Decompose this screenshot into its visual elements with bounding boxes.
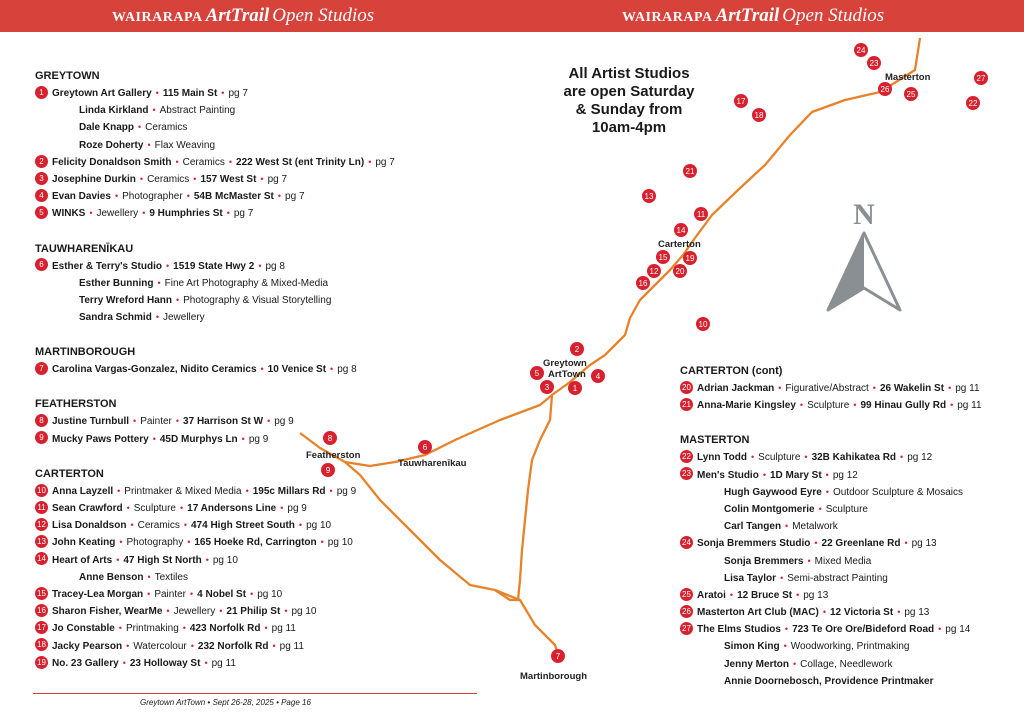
entry-page: pg 10 — [306, 520, 332, 532]
entry-address: 165 Hoeke Rd, Carrington — [194, 537, 317, 549]
sub-entry: Hugh Gaywood Eyre • Outdoor Sculpture & Mosaics — [724, 486, 964, 498]
entry-page: pg 7 — [375, 156, 395, 168]
entry-name: Adrian Jackman — [697, 383, 775, 394]
entry-number-badge: 9 — [35, 431, 48, 444]
entry-name: Sharon Fisher, WearMe — [52, 606, 163, 618]
artist-medium: Photography & Visual Storytelling — [183, 294, 332, 306]
entry-number-badge: 21 — [680, 398, 693, 411]
entry-number-badge: 19 — [35, 656, 48, 669]
opening-hours-notice — [548, 65, 710, 137]
entry-name: Mucky Paws Pottery — [52, 433, 149, 445]
marker-label: 10 — [698, 320, 708, 329]
entry-address: 1D Mary St — [769, 469, 822, 481]
entry-page: pg 11 — [957, 400, 982, 412]
artist-medium: Fine Art Photography & Mixed-Media — [164, 277, 329, 289]
entry-page: pg 10 — [212, 554, 238, 566]
entry-number-badge: 23 — [680, 467, 693, 480]
map-marker-12 — [647, 264, 661, 278]
entry-number-badge: 5 — [35, 206, 48, 219]
entry-number-badge: 2 — [35, 155, 48, 168]
map-marker-21 — [683, 164, 697, 178]
entry-medium: Printmaking — [125, 623, 179, 635]
entry-page: pg 9 — [248, 433, 269, 445]
entry-address: 23 Holloway St — [129, 657, 201, 669]
entry-name: The Elms Studios — [697, 624, 781, 636]
sub-entry: Jenny Merton • Collage, Needlework — [724, 658, 893, 670]
entry-medium: Jewellery — [173, 606, 216, 618]
entry-medium: Printmaker & Mixed Media — [124, 485, 242, 497]
entry-number-badge: 17 — [35, 621, 48, 634]
entry: 15 Tracey-Lea Morgan • Painter • 4 Nobel St • pg 10 — [35, 586, 475, 603]
entry-page: pg 12 — [832, 469, 858, 481]
artist-name: Linda Kirkland — [79, 105, 149, 117]
entry-medium: Photography — [126, 537, 184, 549]
town-label-tauwharenikau: Tauwharenīkau — [398, 458, 467, 469]
map-marker-2 — [570, 342, 584, 356]
marker-label: 15 — [658, 253, 668, 262]
marker-label: 24 — [856, 46, 866, 55]
entry-name: Felicity Donaldson Smith — [52, 156, 172, 168]
artist-medium: Textiles — [154, 571, 188, 583]
marker-label: 25 — [906, 90, 916, 99]
marker-label: 23 — [869, 59, 879, 68]
notice-line: & Sunday from — [575, 101, 683, 118]
entry: 6 Esther & Terry's Studio • 1519 State Hwy 2 • pg 8 — [35, 258, 475, 275]
marker-label: 12 — [649, 267, 659, 276]
entry-number-badge: 1 — [35, 86, 48, 99]
artist-name: Hugh Gaywood Eyre — [724, 486, 822, 498]
entry-name: Men's Studio — [697, 469, 759, 481]
marker-label: 16 — [638, 279, 648, 288]
sub-entry: Colin Montgomerie • Sculpture — [724, 503, 868, 515]
artist-name: Jenny Merton — [724, 658, 790, 670]
entry: 17 Jo Constable • Printmaking • 423 Norfolk Rd • pg 11 — [35, 620, 475, 637]
entry-number-badge: 4 — [35, 189, 48, 202]
map-marker-10 — [696, 317, 710, 331]
map-marker-17 — [734, 94, 748, 108]
compass-letter: N — [853, 198, 875, 231]
marker-label: 27 — [976, 74, 986, 83]
page-footer: Greytown ArtTown • Sept 26-28, 2025 • Page 16 — [140, 698, 311, 707]
entry-number-badge: 16 — [35, 604, 48, 617]
entry-name: Greytown Art Gallery — [52, 88, 152, 99]
entry-page: pg 10 — [291, 606, 317, 618]
entry: 3 Josephine Durkin • Ceramics • 157 West St • pg 7 — [35, 171, 475, 188]
town-label-greytown: Greytown — [543, 358, 587, 369]
map-marker-26 — [878, 82, 892, 96]
entry-address: 4 Nobel St — [197, 588, 247, 600]
artist-name: Carl Tangen — [724, 521, 782, 533]
entry-medium: Photographer — [122, 191, 183, 203]
entry: 21 Anna-Marie Kingsley • Sculpture • 99 Hinau Gully Rd • pg 11 — [680, 397, 1015, 414]
header-region: WAIRARAPA — [112, 10, 203, 25]
entry-name: Sonja Bremmers Studio — [697, 538, 811, 550]
entry: 2 Felicity Donaldson Smith • Ceramics • 222 West St (ent Trinity Ln) • pg 7 — [35, 154, 475, 171]
entry-name: Justine Turnbull — [52, 416, 130, 428]
region-heading-carterton: CARTERTON — [35, 467, 104, 480]
map-marker-4 — [591, 369, 605, 383]
entry-name: Sean Crawford — [52, 503, 123, 514]
entry-page: pg 13 — [904, 607, 930, 619]
marker-label: 8 — [327, 434, 333, 443]
artist-medium: Semi-abstract Painting — [787, 572, 888, 584]
entry-page: pg 14 — [945, 624, 971, 636]
entry-number-badge: 26 — [680, 605, 693, 618]
entry-number-badge: 24 — [680, 536, 693, 549]
map-marker-19 — [683, 251, 697, 265]
sub-entry: Simon King • Woodworking, Printmaking — [724, 641, 910, 653]
marker-label: 26 — [880, 85, 890, 94]
entry: 18 Jacky Pearson • Watercolour • 232 Norfolk Rd • pg 11 — [35, 638, 475, 655]
artist-medium: Woodworking, Printmaking — [790, 641, 910, 653]
sub-entry: Linda Kirkland • Abstract Painting — [79, 105, 236, 117]
entry-page: pg 11 — [955, 383, 980, 394]
notice-line: All Artist Studios — [568, 65, 690, 82]
town-label-arttown: ArtTown — [548, 369, 586, 380]
artist-medium: Abstract Painting — [159, 105, 236, 117]
sub-entry — [680, 673, 1015, 690]
map-marker-27 — [974, 71, 988, 85]
entry: 25 Aratoi • 12 Bruce St • pg 13 — [680, 587, 1015, 604]
town-label-masterton: Masterton — [885, 72, 931, 83]
entry-address: 9 Humphries St — [149, 208, 223, 220]
marker-label: 18 — [754, 111, 764, 120]
entry-name: Lynn Todd — [697, 452, 747, 464]
map-marker-7 — [551, 649, 565, 663]
entry-address: 12 Victoria St — [830, 607, 894, 619]
entry: 20 Adrian Jackman • Figurative/Abstract • 26 Wakelin St • pg 11 — [680, 380, 1015, 397]
entry-name: Heart of Arts — [52, 554, 113, 566]
entry-page: pg 11 — [271, 623, 296, 635]
artist-name: Terry Wreford Hann — [79, 294, 172, 306]
map-marker-16 — [636, 276, 650, 290]
entry-number-badge: 22 — [680, 450, 693, 463]
entry-name: Evan Davies — [52, 191, 111, 203]
artist-name: Colin Montgomerie — [724, 503, 815, 515]
entry-page: pg 13 — [911, 538, 937, 550]
town-label-martinborough: Martinborough — [520, 671, 588, 682]
entry-medium: Jewellery — [96, 208, 139, 220]
road-greytown-martinborough — [518, 395, 552, 600]
map-marker-11 — [694, 207, 708, 221]
entry-page: pg 12 — [907, 452, 933, 464]
entry-name: Jo Constable — [52, 623, 115, 635]
marker-label: 3 — [544, 383, 550, 392]
sub-entry: Esther Bunning • Fine Art Photography & Mixed-Media — [79, 277, 329, 289]
entry-page: pg 7 — [233, 208, 254, 220]
artist-name: Esther Bunning — [79, 277, 154, 289]
entry: 22 Lynn Todd • Sculpture • 32B Kahikatea Rd • pg 12 — [680, 449, 1015, 466]
right-listing-column — [680, 363, 1015, 690]
map-marker-25 — [904, 87, 918, 101]
marker-label: 22 — [968, 99, 978, 108]
artist-name: Simon King — [724, 641, 780, 653]
artist-medium: Flax Weaving — [154, 139, 216, 151]
entry-page: pg 13 — [803, 589, 829, 601]
entry-address: 157 West St — [200, 173, 257, 185]
entry-name: Anna-Marie Kingsley — [697, 400, 796, 412]
map-marker-1 — [568, 381, 582, 395]
entry-address: 21 Philip St — [226, 606, 281, 618]
map-marker-13 — [642, 189, 656, 203]
entry-medium: Sculpture — [133, 503, 176, 514]
artist-name: Lisa Taylor — [724, 572, 777, 584]
entry: 23 Men's Studio • 1D Mary St • pg 12 — [680, 467, 1015, 484]
entry-number-badge: 7 — [35, 362, 48, 375]
entry-address: 423 Norfolk Rd — [189, 623, 261, 635]
entry-number-badge: 20 — [680, 381, 693, 394]
artist-medium: Jewellery — [162, 312, 205, 324]
sub-entry: Anne Benson • Textiles — [79, 571, 188, 583]
entry: 19 No. 23 Gallery • 23 Holloway St • pg 11 — [35, 655, 475, 672]
map-marker-14 — [674, 223, 688, 237]
entry-medium: Painter — [154, 588, 186, 600]
entry: 5 WINKS • Jewellery • 9 Humphries St • pg 7 — [35, 205, 475, 222]
entry-address: 115 Main St — [162, 88, 218, 99]
sub-entry: Roze Doherty • Flax Weaving — [79, 139, 216, 151]
north-compass — [828, 198, 900, 310]
entry-number-badge: 12 — [35, 518, 48, 531]
artist-name: Sonja Bremmers — [724, 555, 804, 567]
footer-rule — [33, 693, 477, 694]
marker-label: 14 — [676, 226, 686, 235]
notice-line: 10am-4pm — [591, 119, 667, 136]
region-heading-tauwharenikau: TAUWHARENĪKAU — [35, 242, 134, 255]
entry-number-badge: 8 — [35, 414, 48, 427]
marker-label: 13 — [644, 192, 654, 201]
entry: 8 Justine Turnbull • Painter • 37 Harrison St W • pg 9 — [35, 413, 475, 430]
entry-address: 99 Hinau Gully Rd — [860, 400, 947, 412]
map-marker-24 — [854, 43, 868, 57]
region-heading-featherston: FEATHERSTON — [35, 398, 117, 411]
town-label-featherston: Featherston — [306, 450, 361, 461]
marker-label: 9 — [325, 466, 331, 475]
marker-label: 2 — [574, 345, 580, 354]
entry-number-badge: 10 — [35, 484, 48, 497]
marker-label: 20 — [675, 267, 685, 276]
entry: 10 Anna Layzell • Printmaker & Mixed Media • 195c Millars Rd • pg 9 — [35, 483, 475, 500]
sub-entry: Dale Knapp • Ceramics — [79, 122, 188, 134]
map-marker-23 — [867, 56, 881, 70]
entry: 1 Greytown Art Gallery • 115 Main St • pg 7 — [35, 85, 475, 102]
artist-name: Roze Doherty — [79, 139, 144, 151]
marker-label: 7 — [555, 652, 561, 661]
marker-label: 1 — [572, 384, 578, 393]
entry: 11 Sean Crawford • Sculpture • 17 Andersons Line • pg 9 — [35, 500, 475, 517]
entry-medium: Sculpture — [807, 400, 850, 412]
entry-number-badge: 15 — [35, 587, 48, 600]
entry-address: 195c Millars Rd — [252, 485, 326, 497]
entry-number-badge: 25 — [680, 588, 693, 601]
entry-medium: Figurative/Abstract — [785, 383, 869, 394]
artist-medium: Sculpture — [825, 503, 868, 515]
entry-page: pg 8 — [337, 364, 357, 376]
sub-entry: Sandra Schmid • Jewellery — [79, 312, 205, 324]
entry-page: pg 11 — [279, 640, 304, 652]
entry-name: Masterton Art Club (MAC) — [697, 607, 819, 619]
artist-name: Annie Doornebosch, Providence Printmaker — [724, 675, 934, 687]
entry-name: Jacky Pearson — [52, 640, 123, 652]
map-marker-15 — [656, 250, 670, 264]
entry-number-badge: 14 — [35, 552, 48, 565]
artist-name: Anne Benson — [79, 571, 144, 583]
town-label-carterton: Carterton — [658, 239, 701, 250]
marker-label: 5 — [534, 369, 540, 378]
entry-page: pg 7 — [285, 191, 305, 203]
entry: 14 Heart of Arts • 47 High St North • pg 10 — [35, 552, 475, 569]
entry: 4 Evan Davies • Photographer • 54B McMaster St • pg 7 — [35, 188, 475, 205]
artist-medium: Outdoor Sculpture & Mosaics — [832, 486, 964, 498]
entry-page: pg 9 — [336, 485, 357, 497]
sub-entry: Terry Wreford Hann • Photography & Visual Storytelling — [79, 294, 332, 306]
notice-line: are open Saturday — [563, 83, 695, 100]
entry-address: 474 High Street South — [191, 520, 295, 532]
map-marker-3 — [540, 380, 554, 394]
entry-address: 222 West St (ent Trinity Ln) — [236, 156, 365, 168]
artist-name: Dale Knapp — [79, 122, 135, 134]
entry-name: Lisa Donaldson — [52, 520, 127, 532]
entry-name: Aratoi — [697, 589, 726, 601]
region-heading-carterton-cont: CARTERTON (cont) — [680, 365, 783, 377]
entry-name: Anna Layzell — [52, 485, 114, 497]
entry-address: 45D Murphys Ln — [159, 433, 238, 445]
artist-medium: Ceramics — [145, 122, 188, 134]
header-region: WAIRARAPA — [622, 10, 713, 25]
entry-name: Carolina Vargas-Gonzalez, Nidito Ceramics — [52, 364, 257, 376]
header-subtitle: Open Studios — [272, 5, 375, 26]
entry-address: 37 Harrison St W — [183, 416, 264, 428]
entry-address: 47 High St North — [123, 554, 202, 566]
entry-address: 54B McMaster St — [193, 191, 274, 203]
region-heading-martinborough: MARTINBOROUGH — [35, 346, 136, 359]
entry-page: pg 10 — [327, 537, 353, 549]
entry-medium: Painter — [140, 416, 172, 428]
entry: 26 Masterton Art Club (MAC) • 12 Victoria St • pg 13 — [680, 604, 1015, 621]
entry: 9 Mucky Paws Pottery • 45D Murphys Ln • pg 9 — [35, 431, 475, 448]
entry-name: No. 23 Gallery — [52, 657, 119, 669]
marker-label: 11 — [696, 210, 706, 219]
map-marker-22 — [966, 96, 980, 110]
entry-medium: Ceramics — [137, 520, 180, 532]
map-marker-5 — [530, 366, 544, 380]
entry-name: Tracey-Lea Morgan — [52, 588, 144, 600]
entry-page: pg 8 — [265, 260, 285, 272]
artist-name: Sandra Schmid — [79, 312, 152, 324]
entry-page: pg 9 — [287, 503, 307, 514]
entry: 27 The Elms Studios • 723 Te Ore Ore/Bideford Road • pg 14 — [680, 621, 1015, 638]
entry-page: pg 11 — [211, 657, 236, 669]
header-brand: ArtTrail — [205, 5, 270, 26]
entry-number-badge: 11 — [35, 501, 48, 514]
entry: 16 Sharon Fisher, WearMe • Jewellery • 21 Philip St • pg 10 — [35, 603, 475, 620]
map-marker-18 — [752, 108, 766, 122]
marker-label: 21 — [685, 167, 695, 176]
sub-entry: Sonja Bremmers • Mixed Media — [724, 555, 872, 567]
entry: 13 John Keating • Photography • 165 Hoeke Rd, Carrington • pg 10 — [35, 534, 475, 551]
artist-medium: Collage, Needlework — [800, 658, 893, 670]
entry-address: 17 Andersons Line — [187, 503, 277, 514]
artist-medium: Mixed Media — [814, 555, 872, 567]
entry-page: pg 7 — [267, 173, 288, 185]
region-heading-greytown: GREYTOWN — [35, 70, 100, 82]
entry-address: 26 Wakelin St — [879, 383, 945, 394]
region-heading-masterton: MASTERTON — [680, 434, 750, 447]
entry: 12 Lisa Donaldson • Ceramics • 474 High Street South • pg 10 — [35, 517, 475, 534]
artist-medium: Metalwork — [792, 521, 838, 533]
entry-page: pg 10 — [257, 588, 283, 600]
entry-address: 1519 State Hwy 2 — [173, 260, 255, 272]
entry-address: 12 Bruce St — [737, 589, 793, 601]
entry-name: John Keating — [52, 537, 116, 549]
entry-address: 232 Norfolk Rd — [197, 640, 269, 652]
entry-name: Esther & Terry's Studio — [52, 260, 162, 272]
marker-label: 4 — [595, 372, 601, 381]
entry-name: Josephine Durkin — [52, 173, 136, 185]
entry-address: 22 Greenlane Rd — [821, 538, 901, 550]
entry-address: 723 Te Ore Ore/Bideford Road — [792, 624, 935, 636]
entry-number-badge: 27 — [680, 622, 693, 635]
entry-medium: Ceramics — [147, 173, 190, 185]
marker-label: 6 — [422, 443, 428, 452]
entry-number-badge: 18 — [35, 638, 48, 651]
entry-page: pg 9 — [274, 416, 294, 428]
entry-number-badge: 13 — [35, 535, 48, 548]
marker-label: 19 — [685, 254, 695, 263]
entry-address: 10 Venice St — [267, 364, 327, 376]
entry: 7 Carolina Vargas-Gonzalez, Nidito Ceramics • 10 Venice St • pg 8 — [35, 361, 475, 378]
entry: 24 Sonja Bremmers Studio • 22 Greenlane Rd • pg 13 — [680, 535, 1015, 552]
header-subtitle: Open Studios — [782, 5, 885, 26]
entry-name: WINKS — [52, 208, 86, 220]
entry-medium: Watercolour — [133, 640, 187, 652]
sub-entry: Carl Tangen • Metalwork — [724, 521, 838, 533]
entry-address: 32B Kahikatea Rd — [811, 452, 897, 464]
entry-page: pg 7 — [228, 88, 248, 99]
sub-entry: Lisa Taylor • Semi-abstract Painting — [724, 572, 888, 584]
header-brand: ArtTrail — [715, 5, 780, 26]
entry-number-badge: 3 — [35, 172, 48, 185]
marker-label: 17 — [736, 97, 746, 106]
entry-number-badge: 6 — [35, 258, 48, 271]
map-marker-20 — [673, 264, 687, 278]
entry-medium: Ceramics — [182, 156, 225, 168]
entry-medium: Sculpture — [758, 452, 801, 464]
left-listing-column — [35, 68, 475, 672]
